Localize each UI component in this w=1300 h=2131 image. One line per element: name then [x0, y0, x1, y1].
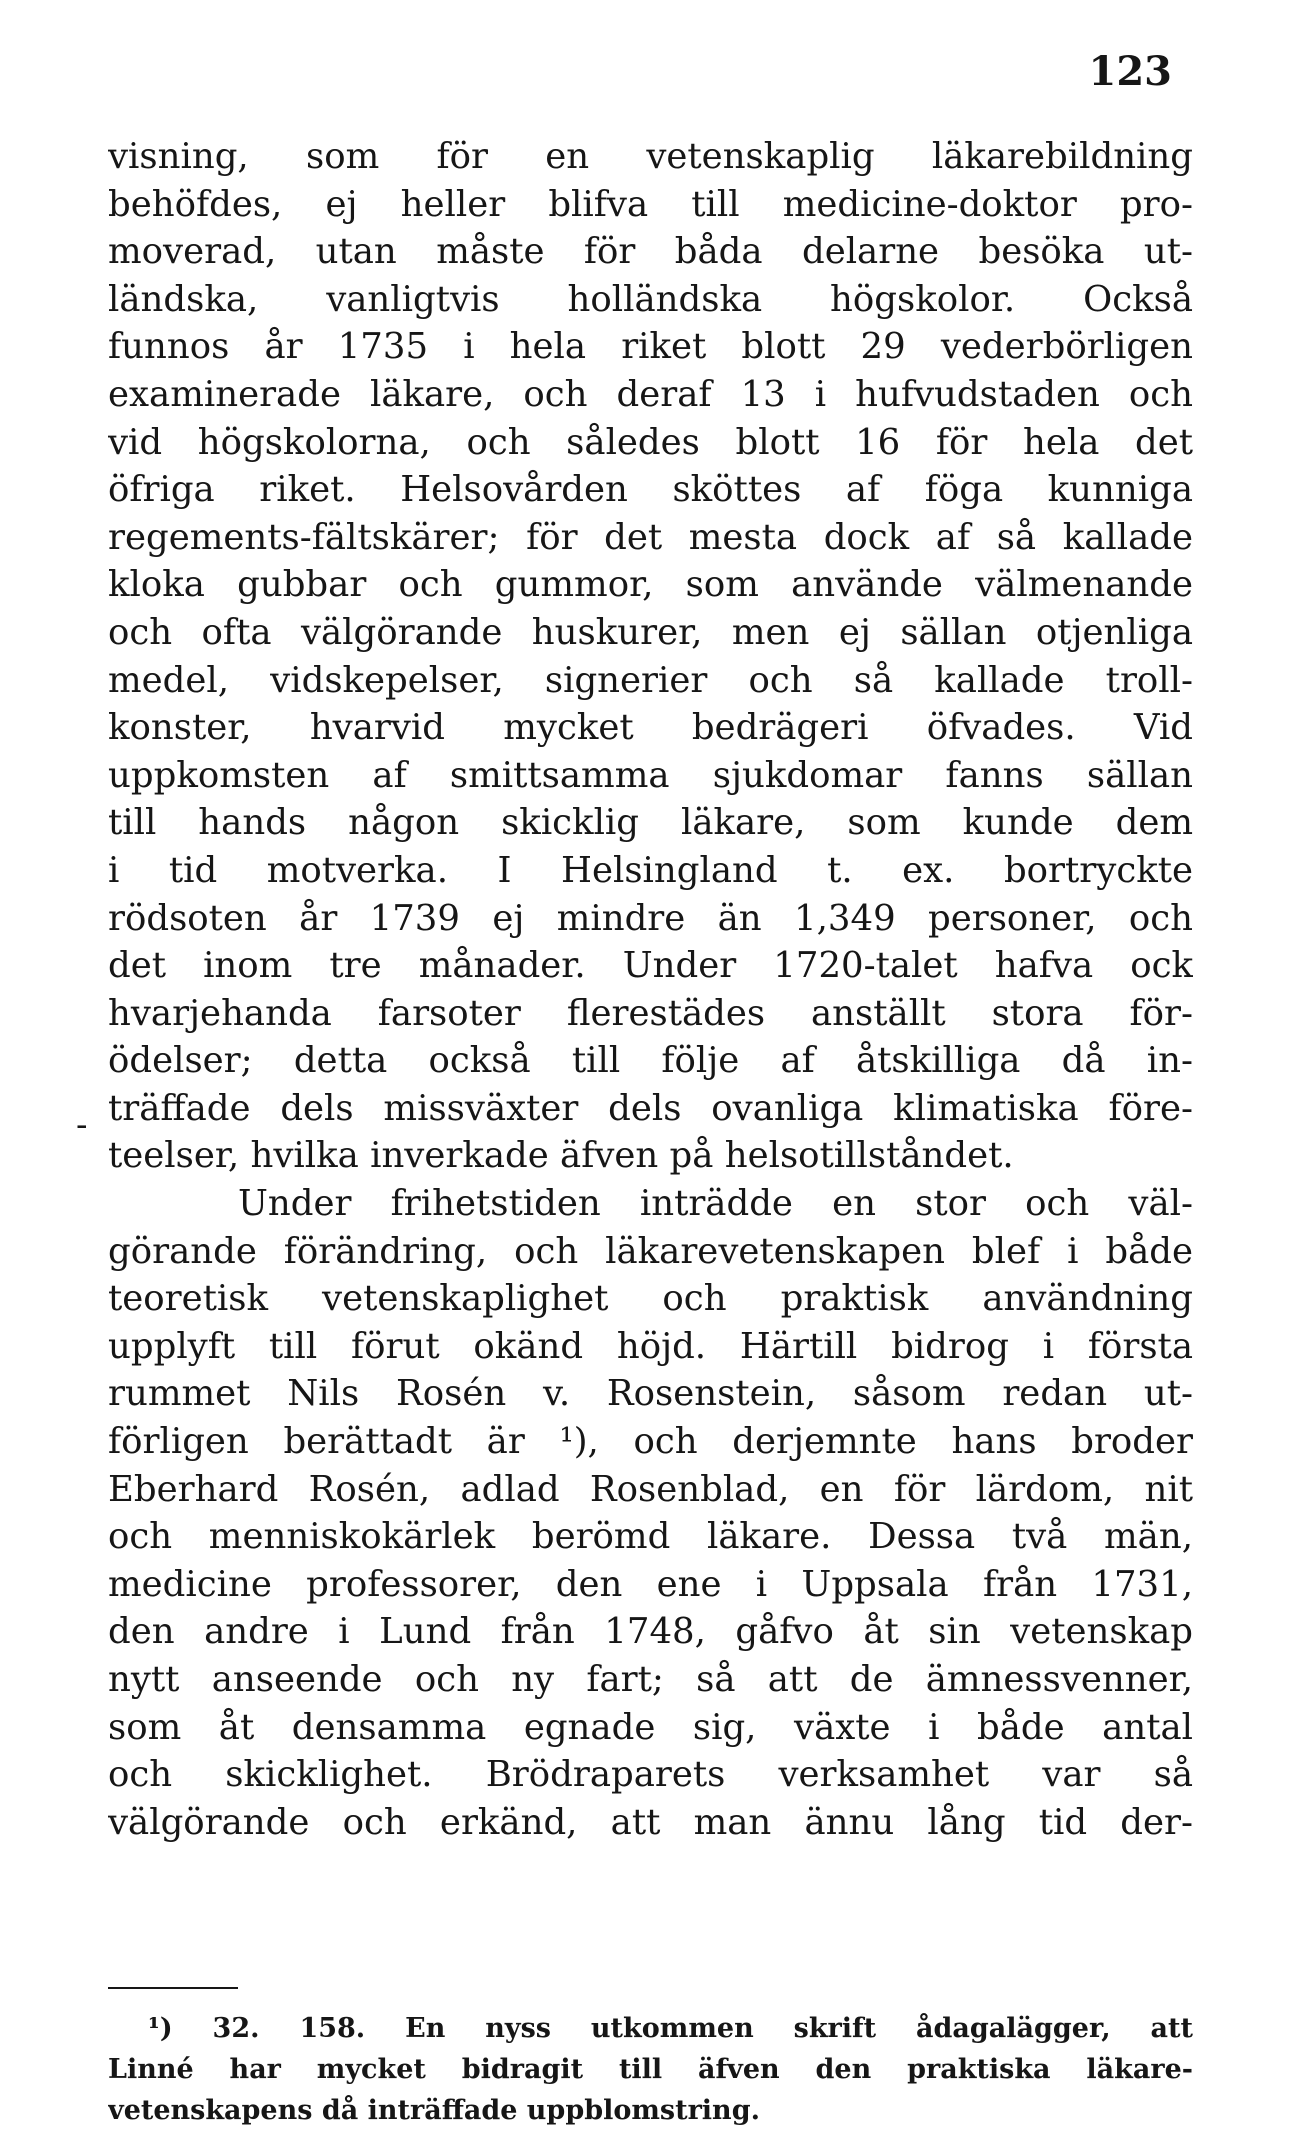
text-line: kloka gubbar och gummor, som använde välmenande — [108, 564, 1193, 606]
text-line: vid högskolorna, och således blott 16 för hela det — [108, 421, 1193, 463]
text-line: och ofta välgörande huskurer, men ej sällan otjenliga — [108, 611, 1193, 653]
text-line: regements-fältskärer; för det mesta dock af så kallade — [108, 516, 1193, 558]
text-line: det inom tre månader. Under 1720-talet hafva ock — [108, 945, 1193, 987]
footnote-line: ¹) 32. 158. En nyss utkommen skrift ådagalägger, att — [148, 2013, 1193, 2044]
text-line: välgörande och erkänd, att man ännu lång tid der- — [108, 1801, 1193, 1843]
text-line: konster, hvarvid mycket bedrägeri öfvades. Vid — [108, 707, 1193, 749]
text-line: rummet Nils Rosén v. Rosenstein, såsom redan ut- — [108, 1373, 1193, 1415]
text-line: teoretisk vetenskaplighet och praktisk användning — [108, 1278, 1193, 1320]
text-line: funnos år 1735 i hela riket blott 29 vederbörligen — [108, 326, 1193, 368]
text-line: i tid motverka. I Helsingland t. ex. bortryckte — [108, 849, 1193, 891]
text-line: examinerade läkare, och deraf 13 i hufvudstaden och — [108, 373, 1193, 415]
text-line: medel, vidskepelser, signerier och så kallade troll- — [108, 659, 1193, 701]
text-line: öfriga riket. Helsovården sköttes af föga kunniga — [108, 469, 1193, 511]
text-line: den andre i Lund från 1748, gåfvo åt sin vetenskap — [108, 1611, 1193, 1653]
text-line: ödelser; detta också till följe af åtskilliga då in- — [108, 1040, 1193, 1082]
page-number: 123 — [1088, 48, 1172, 95]
text-line: som åt densamma egnade sig, växte i både antal — [108, 1706, 1193, 1748]
footnote — [108, 2008, 1193, 2131]
text-line: behöfdes, ej heller blifva till medicine-doktor pro- — [108, 183, 1193, 225]
text-line: och menniskokärlek berömd läkare. Dessa två män, — [108, 1516, 1193, 1558]
footnote-rule — [108, 1987, 238, 1989]
text-line: till hands någon skicklig läkare, som kunde dem — [108, 802, 1193, 844]
text-line: uppkomsten af smittsamma sjukdomar fanns sällan — [108, 754, 1193, 796]
text-line: upplyft till förut okänd höjd. Härtill bidrog i första — [108, 1325, 1193, 1367]
text-line: nytt anseende och ny fart; så att de ämnessvenner, — [108, 1659, 1193, 1700]
text-line: visning, som för en vetenskaplig läkarebildning — [108, 136, 1193, 177]
text-line: rödsoten år 1739 ej mindre än 1,349 personer, och — [108, 897, 1193, 939]
text-line: och skicklighet. Brödraparets verksamhet var så — [108, 1754, 1193, 1796]
body-text — [108, 133, 1193, 1846]
text-line: görande förändring, och läkarevetenskapen blef i både — [108, 1230, 1193, 1272]
text-line: moverad, utan måste för båda delarne besöka ut- — [108, 231, 1193, 273]
text-line: ländska, vanligtvis holländska högskolor. Också — [108, 278, 1193, 320]
text-line: hvarjehanda farsoter flerestädes anställt stora för- — [108, 992, 1193, 1034]
margin-mark: - — [76, 1105, 88, 1145]
text-line: teelser, hvilka inverkade äfven på helsotillståndet. — [108, 1135, 1014, 1177]
text-line: Eberhard Rosén, adlad Rosenblad, en för lärdom, nit — [108, 1468, 1193, 1510]
footnote-line: vetenskapens då inträffade uppblomstring. — [108, 2095, 760, 2126]
paragraph-start-line: Under frihetstiden inträdde en stor och väl- — [238, 1183, 1193, 1225]
text-line: förligen berättadt är ¹), och derjemnte hans broder — [108, 1421, 1193, 1463]
footnote-line: Linné har mycket bidragit till äfven den praktiska läkare- — [108, 2054, 1193, 2085]
text-line: träffade dels missväxter dels ovanliga klimatiska före- — [108, 1087, 1193, 1129]
text-line: medicine professorer, den ene i Uppsala från 1731, — [108, 1563, 1193, 1605]
